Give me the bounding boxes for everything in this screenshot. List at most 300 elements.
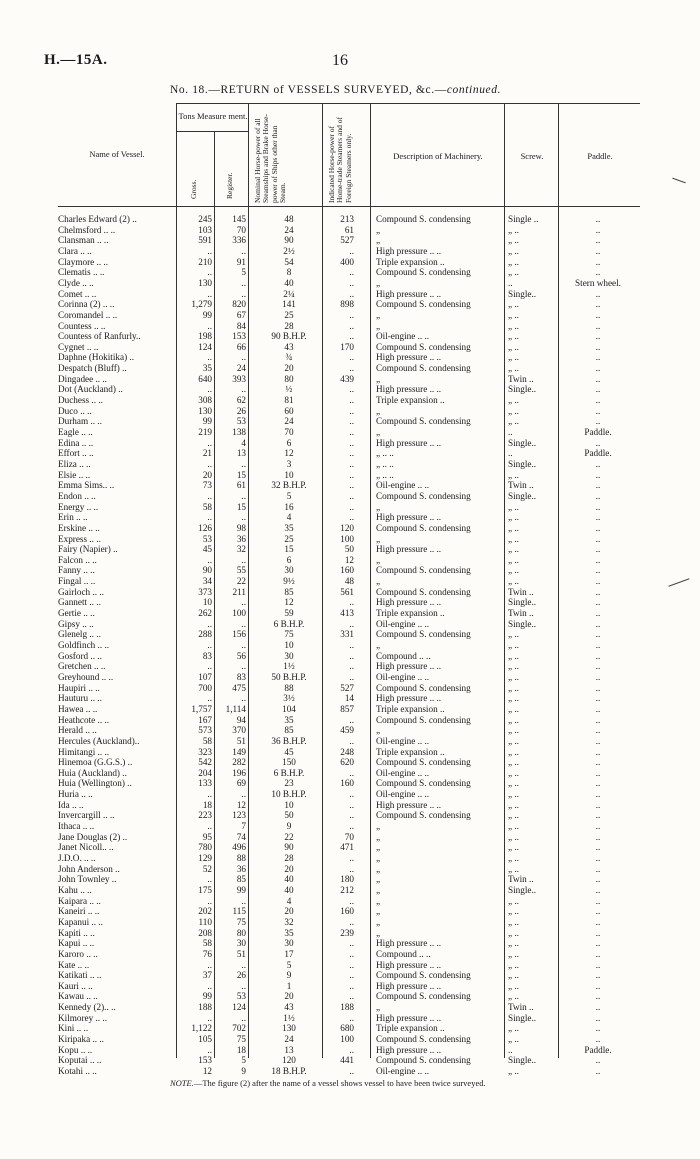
indicated-hp-cell: .. — [349, 437, 354, 448]
indicated-hp-cell: 160 — [340, 778, 354, 789]
indicated-hp-cell: .. — [349, 789, 354, 800]
vessel-name-cell: Kapui .. .. — [58, 938, 95, 949]
table-row — [58, 491, 640, 502]
machinery-description-cell: High pressure .. .. — [376, 544, 442, 555]
nominal-hp-cell: 85 — [284, 586, 294, 597]
vessel-name-cell: Edina .. .. — [58, 437, 94, 448]
screw-type-cell: „ .. — [508, 512, 519, 523]
vessel-name-cell: Herald .. .. — [58, 725, 97, 736]
nominal-hp-cell: 10 — [284, 799, 294, 810]
margin-mark — [668, 578, 689, 586]
indicated-hp-cell: .. — [349, 309, 354, 320]
paddle-type-cell: .. — [595, 799, 601, 810]
register-tons-cell: .. — [241, 597, 246, 608]
screw-type-cell: „ .. — [508, 746, 519, 757]
indicated-hp-cell: 459 — [340, 725, 354, 736]
nominal-hp-cell: 30 — [284, 565, 294, 576]
screw-type-cell: „ .. — [508, 916, 519, 927]
register-tons-cell: 15 — [236, 469, 246, 480]
indicated-hp-cell: 212 — [340, 884, 354, 895]
machinery-description-cell: Compound .. .. — [376, 948, 431, 959]
indicated-hp-cell: 680 — [340, 1023, 354, 1034]
screw-type-cell: „ .. — [508, 469, 519, 480]
table-row — [58, 512, 640, 523]
machinery-description-cell: „ .. .. — [376, 469, 394, 480]
register-tons-cell: .. — [241, 458, 246, 469]
paddle-type-cell: .. — [595, 320, 601, 331]
machinery-description-cell: High pressure .. .. — [376, 1012, 442, 1023]
gross-tons-cell: 208 — [198, 927, 212, 938]
paddle-type-cell: .. — [595, 746, 601, 757]
gross-tons-cell: 126 — [198, 522, 212, 533]
header-name: Name of Vessel. — [89, 149, 145, 159]
vessel-name-cell: Coromandel .. .. — [58, 309, 118, 320]
paddle-type-cell: .. — [595, 810, 601, 821]
indicated-hp-cell: .. — [349, 288, 354, 299]
table-row — [58, 747, 640, 758]
register-tons-cell: .. — [241, 1012, 246, 1023]
paddle-type-cell: .. — [595, 714, 601, 725]
table-row — [58, 736, 640, 747]
screw-type-cell: „ .. — [508, 256, 519, 267]
register-tons-cell: 370 — [232, 725, 246, 736]
vessel-name-cell: Ida .. .. — [58, 799, 84, 810]
screw-type-cell: „ .. — [508, 245, 519, 256]
machinery-description-cell: Compound S. condensing — [376, 629, 471, 640]
table-row — [58, 960, 640, 971]
nominal-hp-cell: 5 — [286, 959, 292, 970]
gross-tons-cell: 99 — [202, 309, 212, 320]
register-tons-cell: 211 — [232, 586, 246, 597]
paddle-type-cell: .. — [595, 1012, 601, 1023]
screw-type-cell: „ .. — [508, 299, 519, 310]
machinery-description-cell: „ .. .. — [376, 448, 394, 459]
gross-tons-cell: 95 — [202, 831, 212, 842]
indicated-hp-cell: 100 — [340, 533, 354, 544]
vessel-name-cell: Cygnet .. .. — [58, 341, 99, 352]
gross-tons-cell: 308 — [198, 395, 212, 406]
screw-type-cell: Twin .. — [508, 480, 534, 491]
vessel-name-cell: J.D.O. .. .. — [58, 853, 96, 863]
gross-tons-cell: 204 — [198, 767, 212, 778]
register-tons-cell: .. — [241, 618, 246, 629]
indicated-hp-cell: .. — [349, 277, 354, 288]
machinery-description-cell: „ — [376, 554, 381, 565]
nominal-hp-cell: 35 — [284, 927, 294, 938]
table-row — [58, 1055, 640, 1066]
paddle-type-cell: .. — [595, 597, 601, 608]
nominal-hp-cell: 20 — [284, 863, 294, 874]
screw-type-cell: „ .. — [508, 906, 519, 917]
table-row — [58, 310, 640, 321]
screw-type-cell: „ .. — [508, 671, 519, 682]
nominal-hp-cell: 12 — [284, 448, 294, 459]
screw-type-cell: „ .. — [508, 693, 519, 704]
paddle-type-cell: .. — [595, 608, 601, 619]
screw-type-cell: „ .. — [508, 853, 519, 863]
machinery-description-cell: High pressure .. .. — [376, 799, 442, 810]
indicated-hp-cell: .. — [349, 331, 354, 342]
register-tons-cell: 336 — [232, 235, 246, 246]
machinery-description-cell: „ — [376, 853, 381, 863]
machinery-description-cell: „ — [376, 821, 381, 832]
indicated-hp-cell: .. — [349, 767, 354, 778]
indicated-hp-cell: 14 — [344, 693, 354, 704]
gross-tons-cell: .. — [207, 554, 212, 565]
gross-tons-cell: 12 — [202, 1066, 212, 1076]
table-row — [58, 1034, 640, 1045]
paddle-type-cell: .. — [595, 363, 601, 374]
gross-tons-cell: 323 — [198, 746, 212, 757]
indicated-hp-cell: .. — [349, 320, 354, 331]
vessel-name-cell: Fanny .. .. — [58, 565, 95, 576]
register-tons-cell: .. — [241, 895, 246, 906]
table-row — [58, 246, 640, 257]
table-row — [58, 896, 640, 907]
indicated-hp-cell: .. — [349, 448, 354, 459]
header-top-rule — [176, 103, 640, 104]
vessel-name-cell: Express .. .. — [58, 533, 101, 544]
paddle-type-cell: .. — [595, 405, 601, 416]
vessel-name-cell: Huia (Wellington) .. — [58, 778, 132, 789]
machinery-description-cell: Compound S. condensing — [376, 757, 471, 768]
register-tons-cell: .. — [241, 288, 246, 299]
indicated-hp-cell: .. — [349, 490, 354, 501]
table-row — [58, 832, 640, 843]
paddle-type-cell: .. — [595, 884, 601, 895]
vessel-name-cell: Clansman .. .. — [58, 235, 109, 246]
vessel-name-cell: Dot (Auckland) .. — [58, 384, 123, 395]
vessel-name-cell: Hercules (Auckland).. — [58, 735, 140, 746]
paddle-type-cell: .. — [595, 458, 601, 469]
nominal-hp-cell: 30 — [284, 650, 294, 661]
nominal-hp-cell: 1½ — [283, 661, 295, 672]
vessel-name-cell: Countess of Ranfurly.. — [58, 331, 141, 342]
table-row — [58, 821, 640, 832]
indicated-hp-cell: 248 — [340, 746, 354, 757]
indicated-hp-cell: 331 — [340, 629, 354, 640]
machinery-description-cell: High pressure .. .. — [376, 959, 442, 970]
machinery-description-cell: Compound S. condensing — [376, 970, 471, 981]
nominal-hp-cell: 88 — [284, 682, 294, 693]
nominal-hp-cell: 16 — [284, 501, 294, 512]
paddle-type-cell: .. — [595, 437, 601, 448]
vessel-name-cell: Charles Edward (2) .. — [58, 214, 137, 224]
machinery-description-cell: Oil-engine .. .. — [376, 1066, 430, 1076]
table-row — [58, 225, 640, 236]
gross-tons-cell: .. — [207, 1012, 212, 1023]
paddle-type-cell: .. — [595, 245, 601, 256]
nominal-hp-cell: 15 — [284, 544, 294, 555]
tons-subrule — [176, 131, 248, 132]
table-row — [58, 842, 640, 853]
paddle-type-cell: Paddle. — [584, 448, 612, 459]
gross-tons-cell: 210 — [198, 256, 212, 267]
indicated-hp-cell: 620 — [340, 757, 354, 768]
vessel-name-cell: Fairy (Napier) .. — [58, 544, 118, 555]
vessel-name-cell: Dingadee .. .. — [58, 373, 107, 384]
register-tons-cell: 74 — [236, 831, 246, 842]
paddle-type-cell: .. — [595, 1034, 601, 1045]
table-row — [58, 778, 640, 789]
register-tons-cell: 66 — [236, 341, 246, 352]
indicated-hp-cell: 439 — [340, 373, 354, 384]
nominal-hp-cell: 2¼ — [283, 288, 295, 299]
screw-type-cell: „ .. — [508, 405, 519, 416]
register-tons-cell: 124 — [232, 1002, 246, 1013]
paddle-type-cell: .. — [595, 831, 601, 842]
machinery-description-cell: High pressure .. .. — [376, 437, 442, 448]
paddle-type-cell: .. — [595, 586, 601, 597]
paddle-type-cell: Paddle. — [584, 427, 612, 437]
vessel-name-cell: Clara .. .. — [58, 245, 92, 256]
nominal-hp-cell: 48 — [284, 214, 294, 224]
nominal-hp-cell: 50 — [284, 810, 294, 821]
paddle-type-cell: .. — [595, 970, 601, 981]
gross-tons-cell: 188 — [198, 1002, 212, 1013]
register-tons-cell: 100 — [232, 608, 246, 619]
machinery-description-cell: High pressure .. .. — [376, 1044, 442, 1055]
vessel-name-cell: Daphne (Hokitika) .. — [58, 352, 135, 363]
vessel-name-cell: Claymore .. .. — [58, 256, 109, 267]
gross-tons-cell: 130 — [198, 405, 212, 416]
machinery-description-cell: Oil-engine .. .. — [376, 735, 430, 746]
vessel-name-cell: Kopu .. .. — [58, 1044, 93, 1055]
paddle-type-cell: .. — [595, 267, 601, 278]
screw-type-cell: „ .. — [508, 767, 519, 778]
paddle-type-cell: .. — [595, 927, 601, 938]
screw-type-cell: „ .. — [508, 725, 519, 736]
screw-type-cell: „ .. — [508, 821, 519, 832]
machinery-description-cell: Compound S. condensing — [376, 299, 471, 310]
register-tons-cell: .. — [241, 352, 246, 363]
machinery-description-cell: „ — [376, 927, 381, 938]
register-tons-cell: 36 — [236, 533, 246, 544]
table-row — [58, 619, 640, 630]
vessel-name-cell: Kaipara .. .. — [58, 895, 101, 906]
nominal-hp-cell: 40 — [284, 884, 294, 895]
nominal-hp-cell: 13 — [284, 1044, 294, 1055]
table-row — [58, 928, 640, 939]
indicated-hp-cell: 898 — [340, 299, 354, 310]
screw-type-cell: Twin .. — [508, 373, 534, 384]
paddle-type-cell: .. — [595, 469, 601, 480]
gross-tons-cell: .. — [207, 512, 212, 523]
table-row — [58, 981, 640, 992]
register-tons-cell: .. — [241, 693, 246, 704]
register-tons-cell: 18 — [236, 1044, 246, 1055]
machinery-description-cell: „ — [376, 863, 381, 874]
vessel-name-cell: Kate .. .. — [58, 959, 90, 970]
gross-tons-cell: .. — [207, 980, 212, 991]
paddle-type-cell: .. — [595, 309, 601, 320]
gross-tons-cell: 110 — [198, 916, 212, 927]
indicated-hp-cell: 170 — [340, 341, 354, 352]
gross-tons-cell: .. — [207, 618, 212, 629]
paddle-type-cell: .. — [595, 373, 601, 384]
header-screw: Screw. — [520, 151, 544, 161]
vessel-name-cell: Kahu .. .. — [58, 884, 92, 895]
vessel-name-cell: Kapanui .. .. — [58, 916, 103, 927]
register-tons-cell: 75 — [236, 1034, 246, 1045]
paddle-type-cell: .. — [595, 938, 601, 949]
indicated-hp-cell: 120 — [340, 522, 354, 533]
screw-type-cell: „ .. — [508, 554, 519, 565]
indicated-hp-cell: .. — [349, 267, 354, 278]
register-tons-cell: 61 — [236, 480, 246, 491]
table-row — [58, 725, 640, 736]
register-tons-cell: 99 — [236, 884, 246, 895]
machinery-description-cell: „ — [376, 235, 381, 246]
indicated-hp-cell: .. — [349, 480, 354, 491]
table-row — [58, 342, 640, 353]
machinery-description-cell: Compound S. condensing — [376, 565, 471, 576]
machinery-description-cell: „ — [376, 874, 381, 885]
register-tons-cell: 84 — [236, 320, 246, 331]
indicated-hp-cell: .. — [349, 501, 354, 512]
gross-tons-cell: .. — [207, 384, 212, 395]
register-tons-cell: 98 — [236, 522, 246, 533]
nominal-hp-cell: 28 — [284, 320, 294, 331]
vessel-name-cell: Jane Douglas (2) .. — [58, 831, 128, 842]
vessel-name-cell: Koputai .. .. — [58, 1055, 102, 1066]
nominal-hp-cell: 43 — [284, 1002, 294, 1013]
gross-tons-cell: 591 — [198, 235, 212, 246]
register-tons-cell: 1,114 — [225, 703, 246, 714]
indicated-hp-cell: 857 — [340, 703, 354, 714]
gross-tons-cell: 73 — [202, 480, 212, 491]
vessel-name-cell: Clyde .. .. — [58, 277, 94, 288]
note-text: —The figure (2) after the name of a vessel shows vessel to have been twice surveyed. — [193, 1078, 486, 1088]
register-tons-cell: 51 — [236, 735, 246, 746]
paddle-type-cell: .. — [595, 789, 601, 800]
nominal-hp-cell: 50 B.H.P. — [271, 671, 307, 682]
page-number: 16 — [332, 52, 348, 69]
machinery-description-cell: Oil-engine .. .. — [376, 618, 430, 629]
indicated-hp-cell: .. — [349, 1066, 354, 1076]
machinery-description-cell: Compound S. condensing — [376, 1055, 471, 1066]
vessel-name-cell: Kotahi .. .. — [58, 1066, 97, 1076]
gross-tons-cell: 76 — [202, 948, 212, 959]
machinery-description-cell: „ — [376, 224, 381, 235]
gross-tons-cell: 175 — [198, 884, 212, 895]
indicated-hp-cell: 70 — [344, 831, 354, 842]
paddle-type-cell: .. — [595, 874, 601, 885]
screw-type-cell: „ .. — [508, 650, 519, 661]
nominal-hp-cell: 24 — [284, 224, 294, 235]
gross-tons-cell: 37 — [202, 970, 212, 981]
nominal-hp-cell: 32 B.H.P. — [271, 480, 307, 491]
paddle-type-cell: .. — [595, 331, 601, 342]
table-row — [58, 672, 640, 683]
gross-tons-cell: 780 — [198, 842, 212, 853]
nominal-hp-cell: 5 — [286, 490, 292, 501]
nominal-hp-cell: 9 — [286, 970, 292, 981]
nominal-hp-cell: 20 — [284, 906, 294, 917]
nominal-hp-cell: 40 — [284, 874, 294, 885]
register-tons-cell: 53 — [236, 991, 246, 1002]
table-row — [58, 331, 640, 342]
gross-tons-cell: 20 — [202, 469, 212, 480]
nominal-hp-cell: 30 — [284, 938, 294, 949]
machinery-description-cell: Triple expansion .. — [376, 1023, 445, 1034]
paddle-type-cell: .. — [595, 842, 601, 853]
vessel-name-cell: Huria .. .. — [58, 789, 93, 800]
gross-tons-cell: 202 — [198, 906, 212, 917]
paddle-type-cell: .. — [595, 565, 601, 576]
gross-tons-cell: 103 — [198, 224, 212, 235]
gross-tons-cell: 373 — [198, 586, 212, 597]
vessel-name-cell: Countess .. .. — [58, 320, 106, 331]
table-row — [58, 544, 640, 555]
nominal-hp-cell: 6 — [286, 437, 292, 448]
nominal-hp-cell: 8 — [286, 267, 292, 278]
register-tons-cell: 26 — [236, 405, 246, 416]
vessel-name-cell: Gosford .. .. — [58, 650, 102, 661]
screw-type-cell: „ .. — [508, 970, 519, 981]
gross-tons-cell: 21 — [202, 448, 212, 459]
table-row — [58, 629, 640, 640]
paddle-type-cell: .. — [595, 629, 601, 640]
table-row — [58, 1066, 640, 1077]
indicated-hp-cell: .. — [349, 661, 354, 672]
paddle-type-cell: .. — [595, 640, 601, 650]
table-row — [58, 715, 640, 726]
register-tons-cell: 75 — [236, 916, 246, 927]
table-row — [58, 384, 640, 395]
machinery-description-cell: „ — [376, 427, 381, 437]
screw-type-cell: Twin .. — [508, 1002, 534, 1013]
paddle-type-cell: .. — [595, 214, 601, 224]
screw-type-cell: „ .. — [508, 331, 519, 342]
nominal-hp-cell: 10 — [284, 640, 294, 650]
register-tons-cell: 24 — [236, 363, 246, 374]
paddle-type-cell: .. — [595, 576, 601, 587]
register-tons-cell: .. — [241, 789, 246, 800]
machinery-description-cell: Compound S. condensing — [376, 490, 471, 501]
table-row — [58, 448, 640, 459]
table-row — [58, 991, 640, 1002]
paddle-type-cell: .. — [595, 767, 601, 778]
table-row — [58, 576, 640, 587]
vessel-name-cell: Kaneiri .. .. — [58, 906, 100, 917]
gross-tons-cell: .. — [207, 320, 212, 331]
table-row — [58, 565, 640, 576]
vessel-name-cell: Heathcote .. .. — [58, 714, 110, 725]
screw-type-cell: „ .. — [508, 799, 519, 810]
paddle-type-cell: .. — [595, 757, 601, 768]
register-tons-cell: 70 — [236, 224, 246, 235]
paddle-type-cell: .. — [595, 959, 601, 970]
table-title — [170, 84, 501, 96]
indicated-hp-cell: 12 — [344, 554, 354, 565]
margin-mark — [672, 178, 685, 184]
machinery-description-cell: High pressure .. .. — [376, 512, 442, 523]
table-row — [58, 289, 640, 300]
gross-tons-cell: 52 — [202, 863, 212, 874]
nominal-hp-cell: 20 — [284, 363, 294, 374]
register-tons-cell: 196 — [232, 767, 246, 778]
machinery-description-cell: Compound S. condensing — [376, 991, 471, 1002]
nominal-hp-cell: 24 — [284, 1034, 294, 1045]
paddle-type-cell: .. — [595, 703, 601, 714]
paddle-type-cell: .. — [595, 554, 601, 565]
screw-type-cell: Single.. — [508, 384, 537, 395]
paddle-type-cell: .. — [595, 991, 601, 1002]
gross-tons-cell: 1,279 — [191, 299, 212, 310]
machinery-description-cell: „ — [376, 320, 381, 331]
nominal-hp-cell: 6 B.H.P. — [273, 767, 305, 778]
